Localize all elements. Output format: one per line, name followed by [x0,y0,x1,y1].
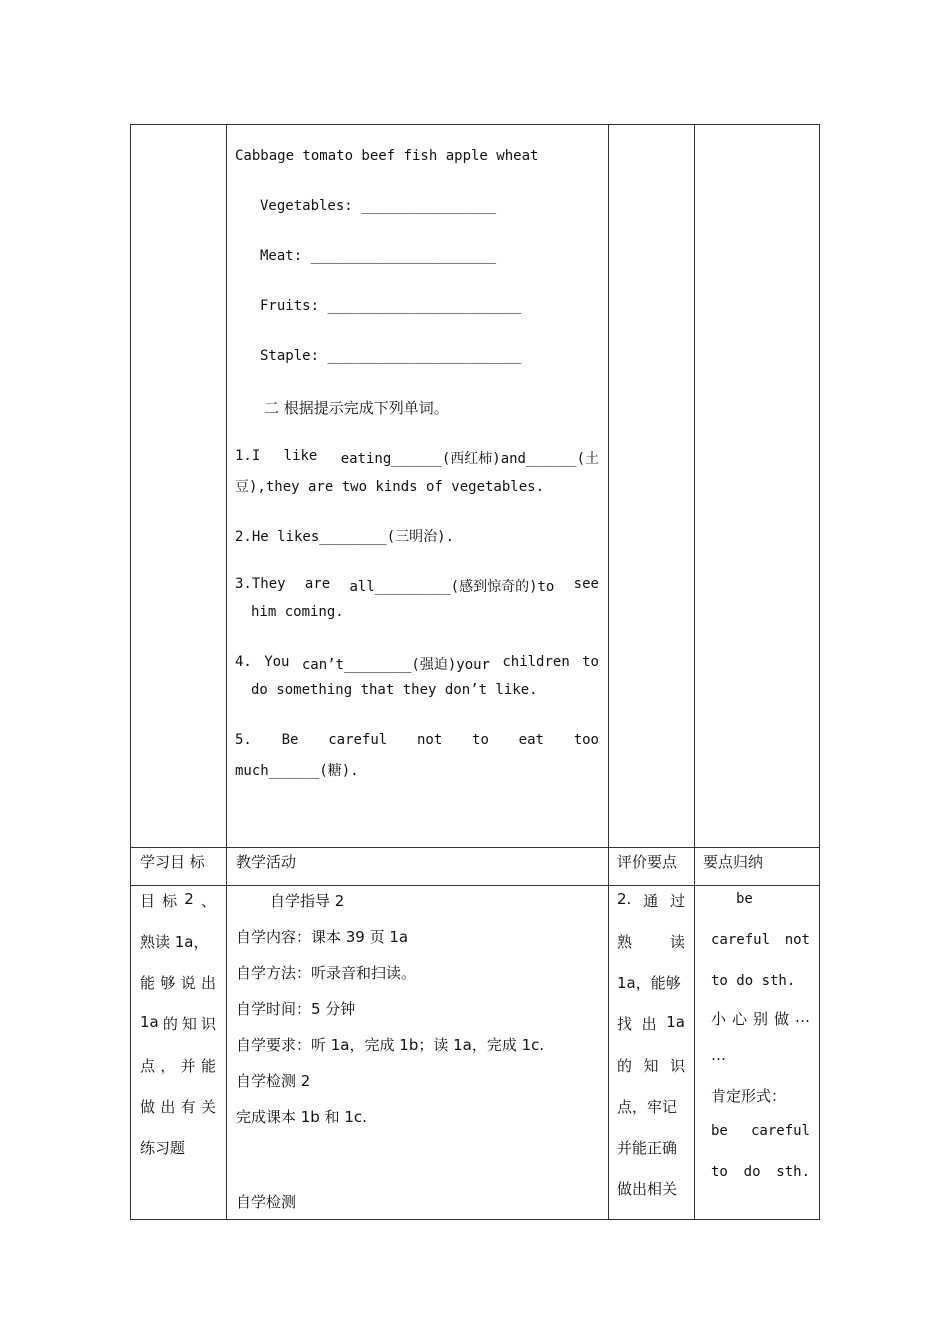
question-1-line-1 [235,448,599,468]
answer-blank: ________________ [361,198,497,214]
guide-title: 自学指导 2 [270,892,345,910]
q-word: 1.I [235,448,261,464]
q-word: 3.They [235,576,286,592]
question-5-line-2: much______(糖). [235,763,359,779]
goal-char: 识 [200,1015,216,1033]
summary-word: sth. [776,1164,810,1180]
eval-char: 知 [643,1057,659,1075]
eval-char: 过 [669,892,685,910]
goal-char: 、 [200,892,216,910]
goal-char: 有 [180,1098,196,1116]
goal-char: 能 [140,974,156,992]
column-divider [694,125,695,1219]
goal-char: 够 [160,974,176,992]
self-study-time: 自学时间：5 分钟 [236,1000,356,1018]
word-list: Cabbage tomato beef fish apple wheat [235,148,539,164]
q-word: children [502,654,570,670]
eval-char: 出 [641,1015,657,1033]
category-fruits [260,298,521,314]
q-word: eat [518,732,544,748]
goal-char: 点 [140,1057,156,1075]
answer-blank: _______________________ [327,348,522,364]
goal-line [140,1096,216,1117]
goal-line [140,1013,216,1034]
category-staple [260,348,521,364]
eval-char: 熟 [617,933,633,951]
section-title: 二 根据提示完成下列单词。 [264,399,449,417]
q-word: You [264,654,290,670]
eval-char: 读 [669,933,685,951]
eval-char: 的 [617,1057,633,1075]
goal-char: 出 [200,974,216,992]
header-teaching-activity: 教学活动 [236,853,297,871]
goal-line [140,890,216,911]
column-divider [226,125,227,1219]
evaluation-line [617,1013,685,1034]
q-word: eating______(西红柿)and______(土 [340,451,599,467]
evaluation-line: 做出相关 [617,1180,678,1198]
goal-char: 目 [140,892,156,910]
question-1-line-2: 豆),they are two kinds of vegetables. [235,479,545,495]
q-word: 5. [235,732,252,748]
category-label: Staple: [260,348,328,364]
q-word: to [582,654,599,670]
eval-char: 识 [669,1057,685,1075]
summary-line [711,1123,810,1139]
question-4-line-2: do something that they don’t like. [251,682,538,698]
evaluation-line [617,931,685,952]
header-evaluation-points: 评价要点 [617,853,678,871]
summary-line [711,932,810,948]
question-5-line-1 [235,732,599,748]
goal-char: 出 [160,1098,176,1116]
goal-char: 的 [162,1015,178,1033]
goal-char: 并 [180,1057,196,1075]
summary-line: to do sth. [711,973,796,989]
eval-char: 2. [617,890,632,908]
goal-line [140,972,216,993]
goal-char: 知 [181,1015,197,1033]
goal-char: 关 [200,1098,216,1116]
evaluation-line [617,1055,685,1076]
summary-char: 别 [753,1010,769,1028]
summary-word: careful [750,1123,810,1139]
summary-char: … [795,1008,810,1026]
q-word: not [416,732,443,748]
q-word: see [573,576,599,592]
summary-word: careful [711,932,771,948]
question-2: 2.He likes________(三明治). [235,529,455,545]
column-divider [608,125,609,1219]
goal-char: 说 [180,974,196,992]
summary-char: 做 [774,1010,790,1028]
goal-char: 1a [140,1013,159,1031]
header-learning-goal: 学习目 标 [140,853,205,871]
self-study-method: 自学方法：听录音和扫读。 [236,964,417,982]
self-study-content: 自学内容：课本 39 页 1a [236,928,409,946]
q-word: can’t________(强迫)your [301,657,490,673]
self-check-task: 完成课本 1b 和 1c. [236,1108,367,1126]
question-3-line-2: him coming. [251,604,344,620]
category-label: Fruits: [260,298,328,314]
summary-line: 肯定形式： [711,1087,787,1105]
goal-char: ， [160,1057,176,1075]
q-word: are [304,576,331,592]
q-word: Be [281,732,299,748]
question-4-line-1 [235,654,599,674]
header-key-summary: 要点归纳 [703,853,764,871]
q-word: too [573,732,599,748]
answer-blank: ______________________ [310,248,497,264]
summary-word: not [784,932,810,948]
summary-char: 心 [732,1010,748,1028]
goal-char: 做 [140,1098,156,1116]
q-word: to [472,732,489,748]
summary-char: 小 [711,1010,727,1028]
evaluation-line: 点，牢记 [617,1098,678,1116]
self-study-requirement: 自学要求：听 1a，完成 1b；读 1a，完成 1c. [236,1036,545,1054]
row-divider [131,847,819,848]
summary-word: to [711,1164,728,1180]
evaluation-line: 1a，能够 [617,974,681,992]
q-word: careful [328,732,388,748]
q-word: like [283,448,318,464]
summary-line: … [711,1046,726,1064]
q-word: all_________(感到惊奇的)to [349,579,555,595]
eval-char: 1a [666,1013,685,1031]
eval-char: 找 [617,1015,633,1033]
summary-word: do [743,1164,761,1180]
row-divider [131,885,819,886]
goal-char: 能 [200,1057,216,1075]
answer-blank: _______________________ [327,298,522,314]
summary-line [711,1164,810,1180]
goal-char: 标 [162,892,178,910]
category-label: Vegetables: [260,198,362,214]
question-3-line-1 [235,576,599,596]
goal-line: 熟读 1a， [140,933,209,951]
category-label: Meat: [260,248,311,264]
self-check-title: 自学检测 2 [236,1072,311,1090]
category-vegetables [260,198,496,214]
goal-char: 2 [184,890,194,908]
evaluation-line: 并能正确 [617,1139,678,1157]
summary-line: be [736,891,753,907]
self-check-bottom: 自学检测 [236,1193,297,1211]
evaluation-line [617,890,685,911]
q-word: 4. [235,654,252,670]
goal-line: 练习题 [140,1139,186,1157]
summary-line [711,1008,810,1029]
goal-line [140,1055,216,1076]
eval-char: 通 [643,892,659,910]
summary-word: be [711,1123,728,1139]
category-meat [260,248,496,264]
